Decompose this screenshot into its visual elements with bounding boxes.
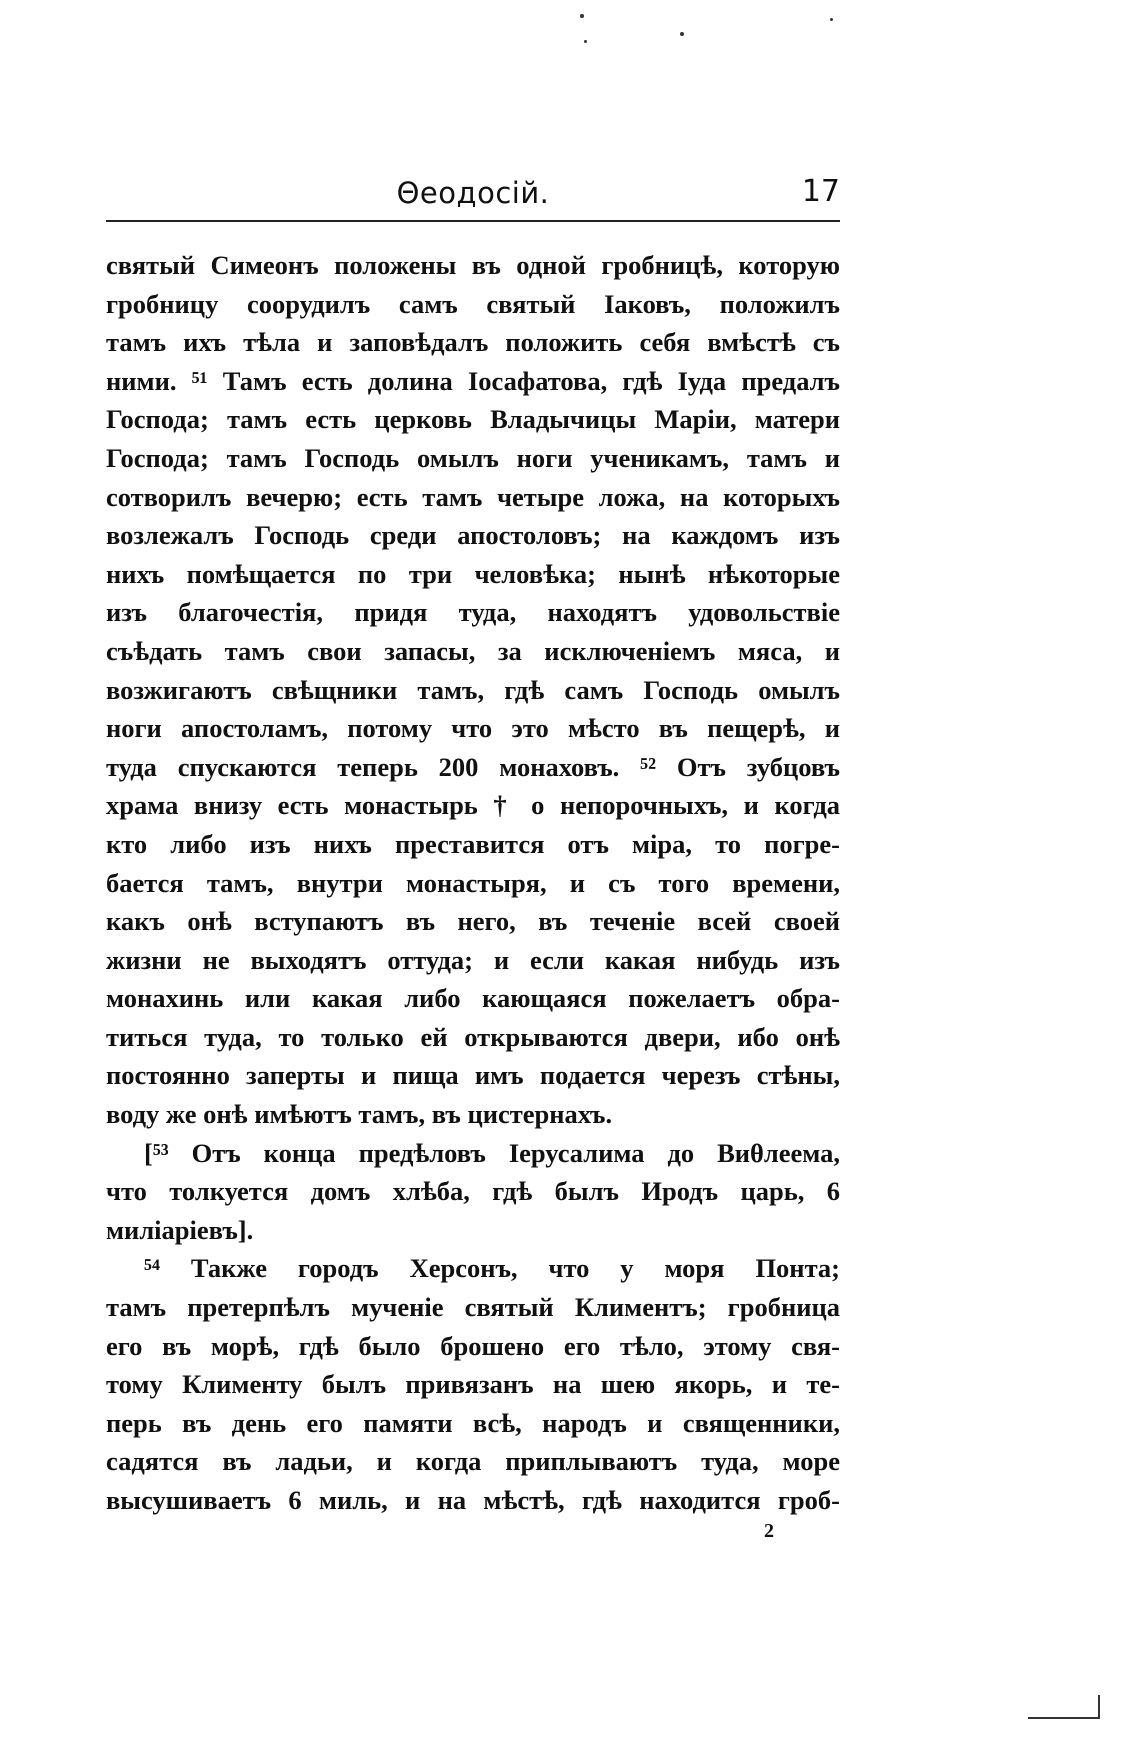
text-line: нихъ помѣщается по три человѣка; нынѣ нѣкоторые (106, 558, 840, 589)
text-line: возлежалъ Господь среди апостоловъ; на каждомъ изъ (106, 520, 840, 551)
text-line: тамъ претерпѣлъ мученiе святый Климентъ; гробница (106, 1292, 840, 1323)
text-line: сотворилъ вечерю; есть тамъ четыре ложа, на которыхъ (106, 481, 840, 512)
paragraph-1 (106, 246, 840, 1134)
scan-speck (584, 40, 587, 43)
signature-mark: 2 (764, 1520, 774, 1542)
running-title: Θеодосiй. (396, 176, 550, 210)
scan-speck (680, 32, 684, 36)
text-line: ними. ⁵¹ Тамъ есть долина Iосафатова, гдѣ Iуда предалъ (106, 365, 840, 396)
paragraph-3 (144, 1249, 840, 1288)
text-line: перь въ день его памяти всѣ, народъ и священники, (106, 1407, 840, 1438)
text-line: что толкуется домъ хлѣба, гдѣ былъ Иродъ царь, 6 (106, 1176, 840, 1207)
scan-corner-mark (1028, 1695, 1100, 1719)
page-header (106, 168, 840, 222)
text-line: воду же онѣ имѣютъ тамъ, въ цистернахъ. (106, 1099, 613, 1130)
paragraph-2 (144, 1134, 840, 1173)
text-line: гробницу соорудилъ самъ святый Iаковъ, положилъ (106, 288, 840, 319)
text-line: Господа; тамъ Господь омылъ ноги ученикамъ, тамъ и (106, 442, 840, 473)
text-line: монахинь или какая либо кающаяся пожелаетъ обра- (106, 983, 840, 1014)
text-line: изъ благочестiя, придя туда, находятъ удовольствiе (106, 597, 840, 628)
text-line: возжигаютъ свѣщники тамъ, гдѣ самъ Господь омылъ (106, 674, 840, 705)
body-text (106, 246, 840, 1520)
text-line: ⁵⁴ Также городъ Херсонъ, что у моря Понта; (144, 1253, 840, 1284)
scan-speck (830, 18, 833, 21)
text-line: храма внизу есть монастырь † о непорочныхъ, и когда (106, 790, 840, 821)
text-line: [⁵³ Отъ конца предѣловъ Iерусалима до Виθлеема, (144, 1137, 840, 1168)
text-line: съѣдать тамъ свои запасы, за исключенiемъ мяса, и (106, 635, 840, 666)
text-line: его въ морѣ, гдѣ было брошено его тѣло, этому свя- (106, 1330, 840, 1361)
page-number: 17 (801, 174, 840, 209)
text-line: святый Симеонъ положены въ одной гробницѣ, которую (106, 250, 840, 280)
paragraph-3-continued (106, 1288, 840, 1520)
text-line: постоянно заперты и пища имъ подается черезъ стѣны, (106, 1060, 840, 1091)
text-line: кто либо изъ нихъ преставится отъ мiра, то погре- (106, 828, 840, 859)
text-line: титься туда, то только ей открываются двери, ибо онѣ (106, 1021, 840, 1052)
text-line: туда спускаются теперь 200 монаховъ. ⁵² Отъ зубцовъ (106, 751, 840, 782)
text-line: ноги апостоламъ, потому что это мѣсто въ пещерѣ, и (106, 713, 840, 744)
text-line: тому Клименту былъ привязанъ на шею якорь, и те- (106, 1369, 840, 1400)
text-line: жизни не выходятъ оттуда; и если какая нибудь изъ (106, 944, 840, 975)
text-line: миліаріевъ]. (106, 1214, 254, 1245)
scan-speck (580, 14, 584, 18)
text-line: садятся въ ладьи, и когда приплываютъ туда, море (106, 1446, 840, 1477)
text-line: высушиваетъ 6 миль, и на мѣстѣ, гдѣ находится гроб- (106, 1485, 840, 1515)
text-line: бается тамъ, внутри монастыря, и съ того времени, (106, 867, 840, 898)
text-line: тамъ ихъ тѣла и заповѣдалъ положить себя вмѣстѣ съ (106, 327, 840, 358)
paragraph-2-continued (106, 1172, 840, 1249)
text-line: какъ онѣ вступаютъ въ него, въ теченiе всей своей (106, 906, 840, 937)
text-line: Господа; тамъ есть церковь Владычицы Марiи, матери (106, 404, 840, 435)
